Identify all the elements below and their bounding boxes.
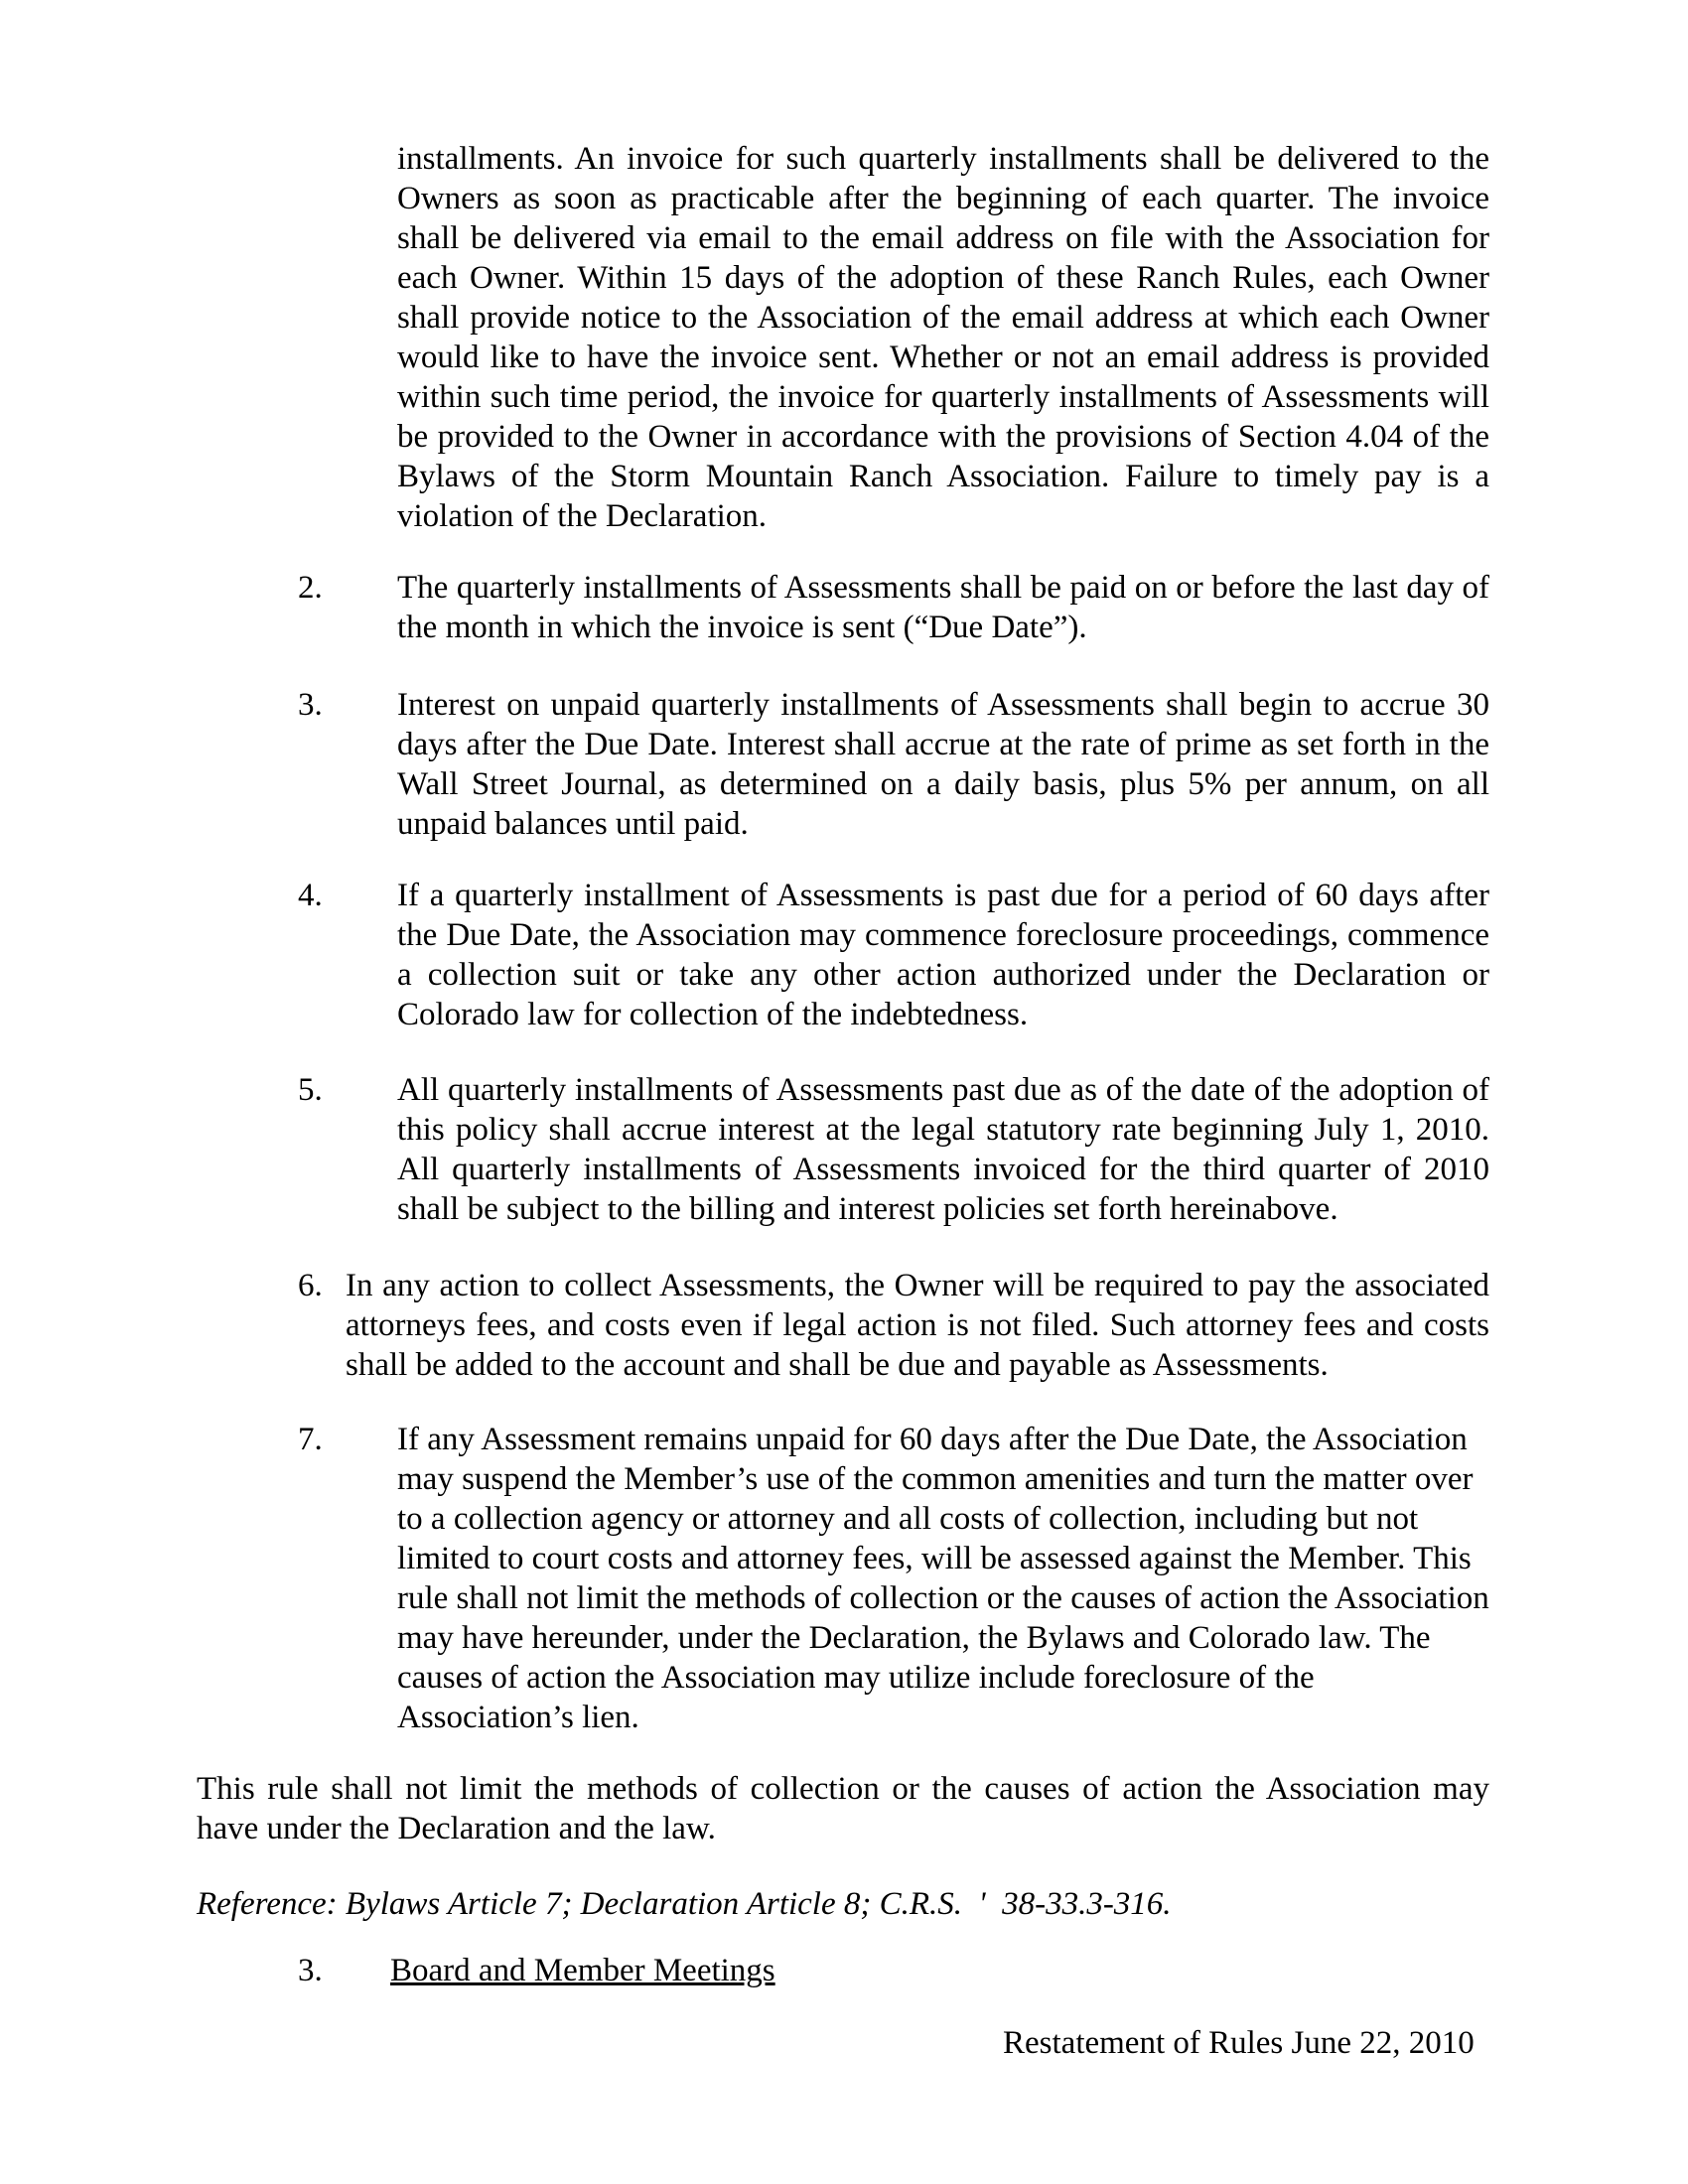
list-item-4: [298, 876, 1489, 1034]
section-heading: [298, 1951, 775, 1990]
list-item-6-text: In any action to collect Assessments, the Owner will be required to pay the associated attorneys fees, and costs even if legal action is not filed. Such attorney fees and costs shall be added to the account and shall be due and payable as Assessments.: [346, 1268, 1489, 1383]
list-item-7-number: 7.: [298, 1422, 323, 1457]
list-item-4-text: If a quarterly installment of Assessments is past due for a period of 60 days after the Due Date, the Association may commence foreclosure proceedings, commence a collection suit or take any other action authorized under the Declaration or Colorado law for collection of the indebtedness.: [397, 878, 1489, 1032]
footer-restatement-line: Restatement of Rules June 22, 2010: [1003, 2025, 1475, 2061]
list-item-7-text: If any Assessment remains unpaid for 60 days after the Due Date, the Association may suspend the Member’s use of the common amenities and turn the matter over to a collection agency or attorney and all costs of collection, including but not limited to court costs and attorney fees, will be assessed against the Member. This rule shall not limit the methods of collection or the causes of action the Association may have hereunder, under the Declaration, the Bylaws and Colorado law. The causes of action the Association may utilize include foreclosure of the Association’s lien.: [397, 1422, 1489, 1735]
list-item-6: [298, 1266, 1489, 1385]
list-item-5: [298, 1070, 1489, 1229]
list-item-2-text: The quarterly installments of Assessments shall be paid on or before the last day of the month in which the invoice is sent (“Due Date”).: [397, 570, 1489, 645]
list-item-2: [298, 568, 1489, 647]
list-item-3-text: Interest on unpaid quarterly installments of Assessments shall begin to accrue 30 days after the Due Date. Interest shall accrue at the rate of prime as set forth in the Wall Street Journal, as determined on a daily basis, plus 5% per annum, on all unpaid balances until paid.: [397, 687, 1489, 842]
closing-paragraph: This rule shall not limit the methods of collection or the causes of action the Association may have under the Declaration and the law.: [197, 1771, 1489, 1846]
list-item-2-number: 2.: [298, 570, 323, 606]
list-item-5-number: 5.: [298, 1072, 323, 1108]
list-item-7: [298, 1420, 1489, 1737]
section-heading-title: Board and Member Meetings: [390, 1953, 775, 1988]
reference-line: Reference: Bylaws Article 7; Declaration Article 8; C.R.S. ' 38-33.3-316.: [197, 1886, 1172, 1922]
section-heading-number: 3.: [298, 1953, 323, 1988]
list-item-6-number: 6.: [298, 1268, 323, 1303]
list-item-5-text: All quarterly installments of Assessments past due as of the date of the adoption of this policy shall accrue interest at the legal statutory rate beginning July 1, 2010. All quarterly installments of Assessments invoiced for the third quarter of 2010 shall be subject to the billing and interest policies set forth hereinabove.: [397, 1072, 1489, 1227]
list-item-3-number: 3.: [298, 687, 323, 723]
list-item-3: [298, 685, 1489, 844]
paragraph-continuation: installments. An invoice for such quarterly installments shall be delivered to the Owners as soon as practicable after the beginning of each quarter. The invoice shall be delivered via email to the email address on file with the Association for each Owner. Within 15 days of the adoption of these Ranch Rules, each Owner shall provide notice to the Association of the email address at which each Owner would like to have the invoice sent. Whether or not an email address is provided within such time period, the invoice for quarterly installments of Assessments will be provided to the Owner in accordance with the provisions of Section 4.04 of the Bylaws of the Storm Mountain Ranch Association. Failure to timely pay is a violation of the Declaration.: [397, 141, 1489, 534]
list-item-4-number: 4.: [298, 878, 323, 913]
